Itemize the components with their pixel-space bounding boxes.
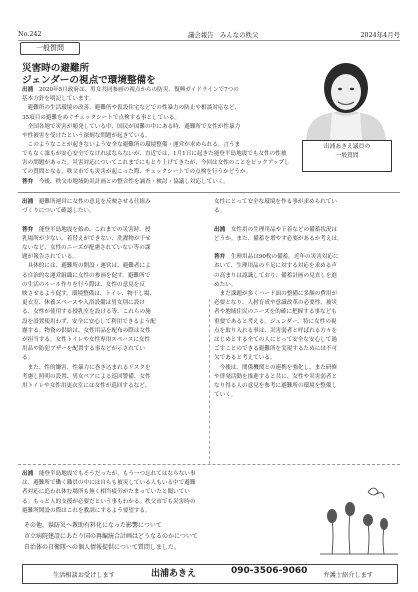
text-span: 害の問題があった。災害対応についてこれまでにもとり上げてきたが、今回は女性のことをピックアップし xyxy=(22,160,290,167)
text-line xyxy=(214,308,400,317)
text-line xyxy=(22,345,208,354)
text-span: 基本方針を明記しています。 xyxy=(22,96,95,103)
text-span: 生理用品は90枚の備蓄。近年の災害対応に xyxy=(230,254,339,261)
text-line xyxy=(22,235,208,244)
text-span: ての質問となる。秩父市でも災害が起こった際、チェックシートでの点検を行うかどうか。 xyxy=(22,169,252,176)
answer-line xyxy=(22,178,400,187)
text-span: る。もっと人的支援が必要だという事もわかる。秩父市でも災害時の xyxy=(22,498,196,505)
text-span: 更衣室、休養スペースや入浴設備は男女別に設け xyxy=(22,300,145,307)
text-span: や啓発活動を推進すると共に、女性や災害弱者と xyxy=(214,373,338,380)
text-span: 用トイレや女性用更衣室には女性が巡回するなど、 xyxy=(22,383,151,390)
text-span: 出浦 xyxy=(214,226,226,233)
text-line xyxy=(22,308,208,317)
text-line xyxy=(22,470,312,479)
text-span: また、性的嫌害、性暴力に巻き込まれるリスクを xyxy=(22,364,151,371)
intro-block-wide xyxy=(22,150,400,187)
text-line xyxy=(214,198,400,207)
flower-illustration xyxy=(318,480,400,558)
intro-line xyxy=(22,159,400,168)
text-line xyxy=(214,382,400,391)
headline-line1: 災害時の避難所 xyxy=(22,63,90,74)
text-line: 自治体の自衛隊への個人情報提供について質問しました。 xyxy=(24,544,180,551)
text-line xyxy=(22,498,312,507)
text-span: 答弁 xyxy=(22,178,34,185)
column-divider xyxy=(209,299,210,464)
text-span: 能登半島地震でもそうだったが、もう一つ忘れてはならない事 xyxy=(38,471,196,477)
text-line xyxy=(22,226,208,235)
text-line xyxy=(22,382,208,391)
phone-number[interactable]: 090-3506-9060 xyxy=(231,566,308,576)
text-span: でもなく誰もが安心安全でなければならないが、直近では、1月1日に起きた能登半島地震でも女性の性被 xyxy=(22,151,287,157)
intro-line xyxy=(22,95,300,104)
caption-line1: 出浦あきえ議員の xyxy=(323,144,371,150)
text-span: は、避難所で働く職員の中には自らも被災している人もいる中で避難 xyxy=(22,480,196,487)
issue-date: 2024年4月号 xyxy=(360,31,400,39)
text-span: 具体的には、避難所の開設・運営は、避難者によ xyxy=(22,263,151,270)
text-span: 35項目の避難をめぐチェックシートで点検する事としている。 xyxy=(22,114,180,121)
text-line xyxy=(214,299,400,308)
text-line xyxy=(214,235,400,244)
text-span: 点を取り入れる事は、災害弱者と呼ばれる方々を xyxy=(214,327,338,334)
text-span: 全国各地で災害が頻発している中、国民が国難の中にある時、避難所で女性が性暴力 xyxy=(22,123,241,130)
text-span: はじめとする全ての人にとって安全な安心して過 xyxy=(214,337,337,344)
text-line xyxy=(214,262,400,271)
intro-line xyxy=(22,114,300,123)
text-span: 設を設置使用わず、安全に安心して利用できるよう配 xyxy=(22,318,156,325)
text-line xyxy=(214,373,400,382)
text-line xyxy=(214,281,400,290)
intro-line xyxy=(22,150,400,159)
text-line xyxy=(214,391,400,400)
text-span: る。 xyxy=(214,208,226,215)
text-span: る自治的な運営組織に女性の参画を促す。避難所で xyxy=(22,272,151,279)
text-line xyxy=(22,262,208,271)
text-line xyxy=(22,207,208,216)
intro-line xyxy=(22,104,300,113)
text-line xyxy=(214,253,400,262)
text-span: づくりについて確認したい。 xyxy=(22,208,95,215)
text-line: 市立病院建設にあたり国の再編統合計画はどうなるのかについて xyxy=(24,533,198,540)
other-questions xyxy=(24,520,304,553)
text-span: ないなど、女性のニーズが配慮されていない等の課 xyxy=(22,245,151,252)
text-span: 女性用の生理用品や下着などの備蓄状況は xyxy=(230,226,338,233)
intro-line xyxy=(22,168,400,177)
consultation-note: 生活相談お受けします xyxy=(53,572,115,579)
text-line xyxy=(22,488,312,497)
intro-block xyxy=(22,86,300,150)
caption-line2: 一般質問 xyxy=(335,153,359,159)
text-span: の高まりは認識しており、備蓄計画の見直しを進 xyxy=(214,272,338,279)
text-span: 者や地域住民のニーズを的確に把握する事なども xyxy=(214,309,337,316)
intro-line xyxy=(22,123,300,132)
text-span: めたい。 xyxy=(214,281,237,288)
text-line xyxy=(22,336,208,345)
text-line xyxy=(214,327,400,336)
text-span: 考慮し照明の設置、男女ペアによる巡回警備、女性 xyxy=(22,373,151,380)
text-span: このようなことが起きないよう安全な避難所の環境整備・運営が求められる。言うま xyxy=(22,142,241,149)
text-span: 出浦 xyxy=(22,471,34,477)
text-span: 答弁 xyxy=(214,254,226,261)
text-line xyxy=(22,327,208,336)
text-span: 欠であると考えている。 xyxy=(214,355,276,362)
divider-top xyxy=(18,192,400,193)
text-span: 今後は、関係機関との連携を強化し、また研修 xyxy=(214,364,338,371)
intro-line xyxy=(22,132,300,141)
text-span: 映させるよう促す。環境整備は、トイレ、物干し場、 xyxy=(22,291,156,298)
lawyer-note: 弁護士紹介します xyxy=(323,572,373,579)
text-line xyxy=(214,216,400,225)
text-span: 重要であると考える。ジェンダー、特に女性の視 xyxy=(214,318,337,325)
newsletter-title: 議会報告 みんなの秩父 xyxy=(188,31,259,39)
text-line xyxy=(214,207,400,216)
text-span: ていく。 xyxy=(214,392,237,399)
text-line xyxy=(22,244,208,253)
text-line xyxy=(22,373,208,382)
text-span: 2020年5月政府は、男女共同参画の視点からの防災、復興ガイドラインで7つの xyxy=(38,87,239,93)
text-line xyxy=(22,290,208,299)
text-span: 乳場所が少ない、着替えができない、洗濯物が干せ xyxy=(22,235,151,242)
text-line xyxy=(22,318,208,327)
text-span: る。 xyxy=(22,355,34,362)
text-line xyxy=(214,336,400,345)
text-span: 避難所運営に女性の意見を反映させる仕組み xyxy=(38,199,151,205)
text-line xyxy=(214,226,400,235)
text-line xyxy=(22,479,312,488)
page-header xyxy=(18,28,400,41)
headline-line2: ジェンダーの視点で環境整備を xyxy=(22,75,156,86)
text-span: 今後、秩父市地域防災計画との整合性を調査・検討・協議し対応していく。 xyxy=(38,178,229,185)
text-span: や性被害を受けたという深刻な問題が起きている。 xyxy=(22,133,151,140)
text-span: なり得る人の意見を参考に避難所の環境を整備し xyxy=(214,383,338,390)
text-span: 答弁 xyxy=(22,226,34,233)
text-span: まだ課題が多くハード面の整備に多額の費用が xyxy=(214,291,338,298)
text-line xyxy=(22,272,208,281)
text-span: 必要となり、人材育成や意識改革の必要性、被災 xyxy=(214,300,338,307)
councillor-name: 出浦あきえ xyxy=(151,569,197,579)
text-span: る、女性が使用する授乳室を設ける等、これらの施 xyxy=(22,309,151,316)
text-line xyxy=(214,354,400,363)
contact-footer xyxy=(22,564,398,584)
text-line xyxy=(214,364,400,373)
text-line xyxy=(22,507,312,516)
text-span: どうか。また、備蓄を増やす必要があるか考えは。 xyxy=(214,235,343,242)
intro-line xyxy=(22,86,300,95)
text-span: ごすことのできる避難所を実現するためには不可 xyxy=(214,346,338,353)
text-span: 女性にとって安全な環境を作る事が求められてい xyxy=(214,199,337,205)
text-span: 者対応に追われ休む場所も無く相当疲労がたまっていたと聞いてい xyxy=(22,489,190,496)
text-line xyxy=(22,354,208,363)
text-span: 出浦 xyxy=(22,199,34,205)
text-line xyxy=(22,281,208,290)
text-span: おいて、生理用品の不足に対する対応を求める声 xyxy=(214,263,337,270)
divider-closing xyxy=(18,464,400,465)
text-line xyxy=(22,364,208,373)
text-line xyxy=(214,272,400,281)
text-line xyxy=(214,244,400,253)
text-span: 出浦 xyxy=(22,87,34,93)
text-span: 慮する。物資の供給は、女性用品を配布の際は女性 xyxy=(22,327,151,334)
closing-block xyxy=(22,470,312,516)
text-span: 題が報告されている。 xyxy=(22,254,78,261)
text-span: 避難所の生活環境の改善、避難所や仮設住宅などでの性暴力の防止や相談対応など、 xyxy=(22,105,241,112)
text-span: が担当する。女性トイレや女性専用スペースに女性 xyxy=(22,337,151,344)
issue-number: No.242 xyxy=(18,30,42,38)
text-line: その他、県防災へ教助有料化になった影響について xyxy=(24,522,162,529)
text-line xyxy=(22,216,208,225)
text-line xyxy=(22,198,208,207)
text-line xyxy=(214,290,400,299)
text-line xyxy=(22,299,208,308)
left-column xyxy=(22,198,208,391)
councillor-portrait xyxy=(302,58,390,140)
text-line xyxy=(22,253,208,262)
text-span: 用品や防犯ブザーを配置する事などが示されてい xyxy=(22,346,146,353)
text-span: 避難所開設の際はこれを教訓にするよう要望する。 xyxy=(22,507,151,514)
text-line xyxy=(214,318,400,327)
right-column xyxy=(214,198,400,400)
text-line xyxy=(214,345,400,354)
section-tag: 一般質問 xyxy=(20,42,80,55)
text-span: の生活のルール作りを行う際は、女性の意見を反 xyxy=(22,281,145,288)
text-span: 能登半島地震を始め、これまでの災害時、授 xyxy=(38,226,151,233)
